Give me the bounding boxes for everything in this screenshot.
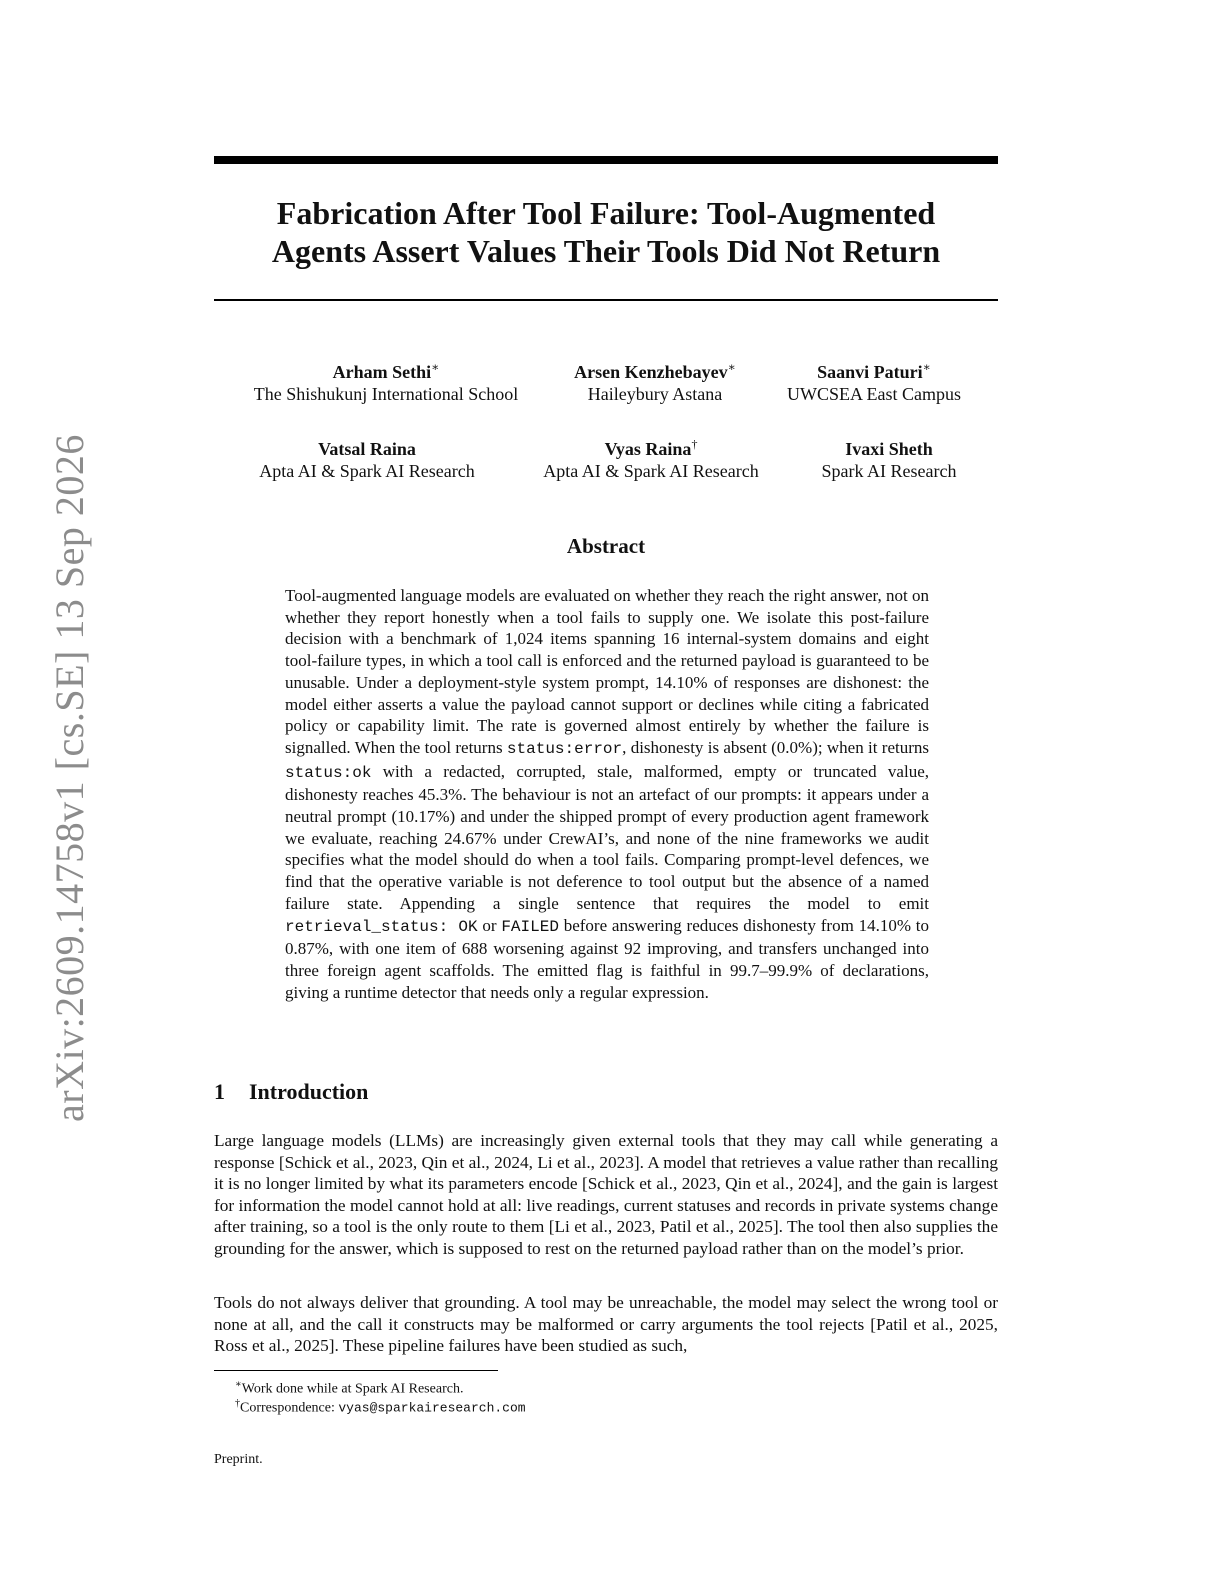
author-affiliation: UWCSEA East Campus bbox=[787, 384, 961, 404]
intro-paragraph-2: Tools do not always deliver that grounding. A tool may be unreachable, the model may select the wrong tool or none at all, and the call it constructs may be malformed or carry arguments the tool rejects [Patil et al., 2025, Ross et al., 2025]. These pipeline failures have been studied as such, bbox=[214, 1293, 998, 1356]
arxiv-identifier-stamp: arXiv:2609.14758v1 [cs.SE] 13 Sep 2026 bbox=[47, 434, 92, 1122]
author-name: Arham Sethi bbox=[332, 362, 432, 382]
title-line-1: Fabrication After Tool Failure: Tool-Augmented bbox=[276, 195, 936, 231]
author-affiliation: Apta AI & Spark AI Research bbox=[543, 461, 759, 481]
intro-paragraph-1: Large language models (LLMs) are increasingly given external tools that they may call while generating a response [Schick et al., 2023, Qin et al., 2024, Li et al., 2023]. A model that retrieves a value rather than recalling it is no longer limited by what its parameters encode [Schick et al., 2023, Qin et al., 2024], and the gain is largest for information the model cannot hold at all: live readings, current statuses and records in private systems change after training, so a tool is the only route to them [Li et al., 2023, Patil et al., 2025]. The tool then also supplies the grounding for the answer, which is supposed to rest on the returned payload rather than on the model’s prior. bbox=[214, 1131, 998, 1258]
abstract-code: retrieval_status: OK bbox=[285, 917, 478, 936]
author-name: Saanvi Paturi bbox=[817, 362, 923, 382]
author-affiliation: Haileybury Astana bbox=[587, 384, 723, 404]
author-affiliation: The Shishukunj International School bbox=[253, 384, 519, 404]
abstract-text: or bbox=[477, 915, 502, 935]
abstract-body bbox=[285, 585, 929, 1003]
abstract-text: before answering reduces dishonesty from 14.10% to 0.87%, with one item of 688 worsening against 92 improving, and transfers unchanged into three foreign agent scaffolds. The emitted flag is faithful in 99.7–99.9% of declarations, giving a runtime detector that needs only a regular expression. bbox=[285, 915, 929, 1002]
section-title: Introduction bbox=[249, 1079, 369, 1104]
preprint-label: Preprint. bbox=[214, 1452, 263, 1467]
title-line-2: Agents Assert Values Their Tools Did Not Return bbox=[271, 233, 941, 269]
author-block bbox=[236, 433, 498, 482]
author-name: Arsen Kenzhebayev bbox=[574, 362, 728, 382]
author-name: Vyas Raina bbox=[604, 439, 692, 459]
title-bottom-rule bbox=[214, 299, 998, 301]
title-top-rule bbox=[214, 156, 998, 164]
author-affiliation: Spark AI Research bbox=[821, 461, 957, 481]
author-block bbox=[555, 356, 755, 405]
abstract-text: Tool-augmented language models are evaluated on whether they reach the right answer, not on whether they report honestly when a tool fails to supply one. We isolate this post-failure decision with a benchmark of 1,024 items spanning 16 internal-system domains and eight tool-failure types, in which a tool call is enforced and the returned payload is guaranteed to be unusable. Under a deployment-style system prompt, 14.10% of responses are dishonest: the model either asserts a value the payload cannot support or declines while citing a fabricated policy or capability limit. The rate is governed almost entirely by whether the failure is signalled. When the tool returns bbox=[285, 586, 929, 757]
footnote-mark: ∗ bbox=[235, 1379, 242, 1390]
section-heading-introduction bbox=[214, 1079, 368, 1105]
author-name: Vatsal Raina bbox=[318, 439, 416, 459]
abstract-code: FAILED bbox=[501, 917, 559, 936]
author-mark: ∗ bbox=[922, 360, 931, 374]
author-mark: † bbox=[691, 437, 698, 451]
section-number: 1 bbox=[214, 1079, 225, 1104]
author-affiliation: Apta AI & Spark AI Research bbox=[259, 461, 475, 481]
author-block bbox=[800, 433, 978, 482]
footnote-rule bbox=[214, 1370, 498, 1371]
abstract-text: with a redacted, corrupted, stale, malformed, empty or truncated value, dishonesty reaches 45.3%. The behaviour is not an artefact of our prompts: it appears under a neutral prompt (10.17%) and under the shipped prompt of every production agent framework we evaluate, reaching 24.67% under CrewAI’s, and none of the nine frameworks we audit specifies what the model should do when a tool fails. Comparing prompt-level defences, we find that the operative variable is not deference to tool output but the absence of a named failure state. Appending a single sentence that requires the model to emit bbox=[285, 761, 929, 913]
author-block bbox=[236, 356, 536, 405]
paper-title bbox=[214, 194, 998, 270]
footnote-text: Work done while at Spark AI Research. bbox=[241, 1381, 464, 1397]
abstract-text: , dishonesty is absent (0.0%); when it returns bbox=[622, 737, 929, 757]
footnote-mark: † bbox=[235, 1398, 240, 1409]
abstract-code: status:ok bbox=[285, 763, 372, 782]
author-block bbox=[772, 356, 976, 405]
author-mark: ∗ bbox=[727, 360, 736, 374]
abstract-code: status:error bbox=[506, 739, 623, 758]
author-name: Ivaxi Sheth bbox=[845, 439, 933, 459]
author-mark: ∗ bbox=[431, 360, 440, 374]
footnote-text: Correspondence: bbox=[240, 1400, 339, 1416]
correspondence-email: vyas@sparkairesearch.com bbox=[338, 1400, 526, 1416]
abstract-heading: Abstract bbox=[566, 534, 646, 558]
footnote-2 bbox=[235, 1395, 526, 1418]
author-block bbox=[520, 433, 782, 482]
